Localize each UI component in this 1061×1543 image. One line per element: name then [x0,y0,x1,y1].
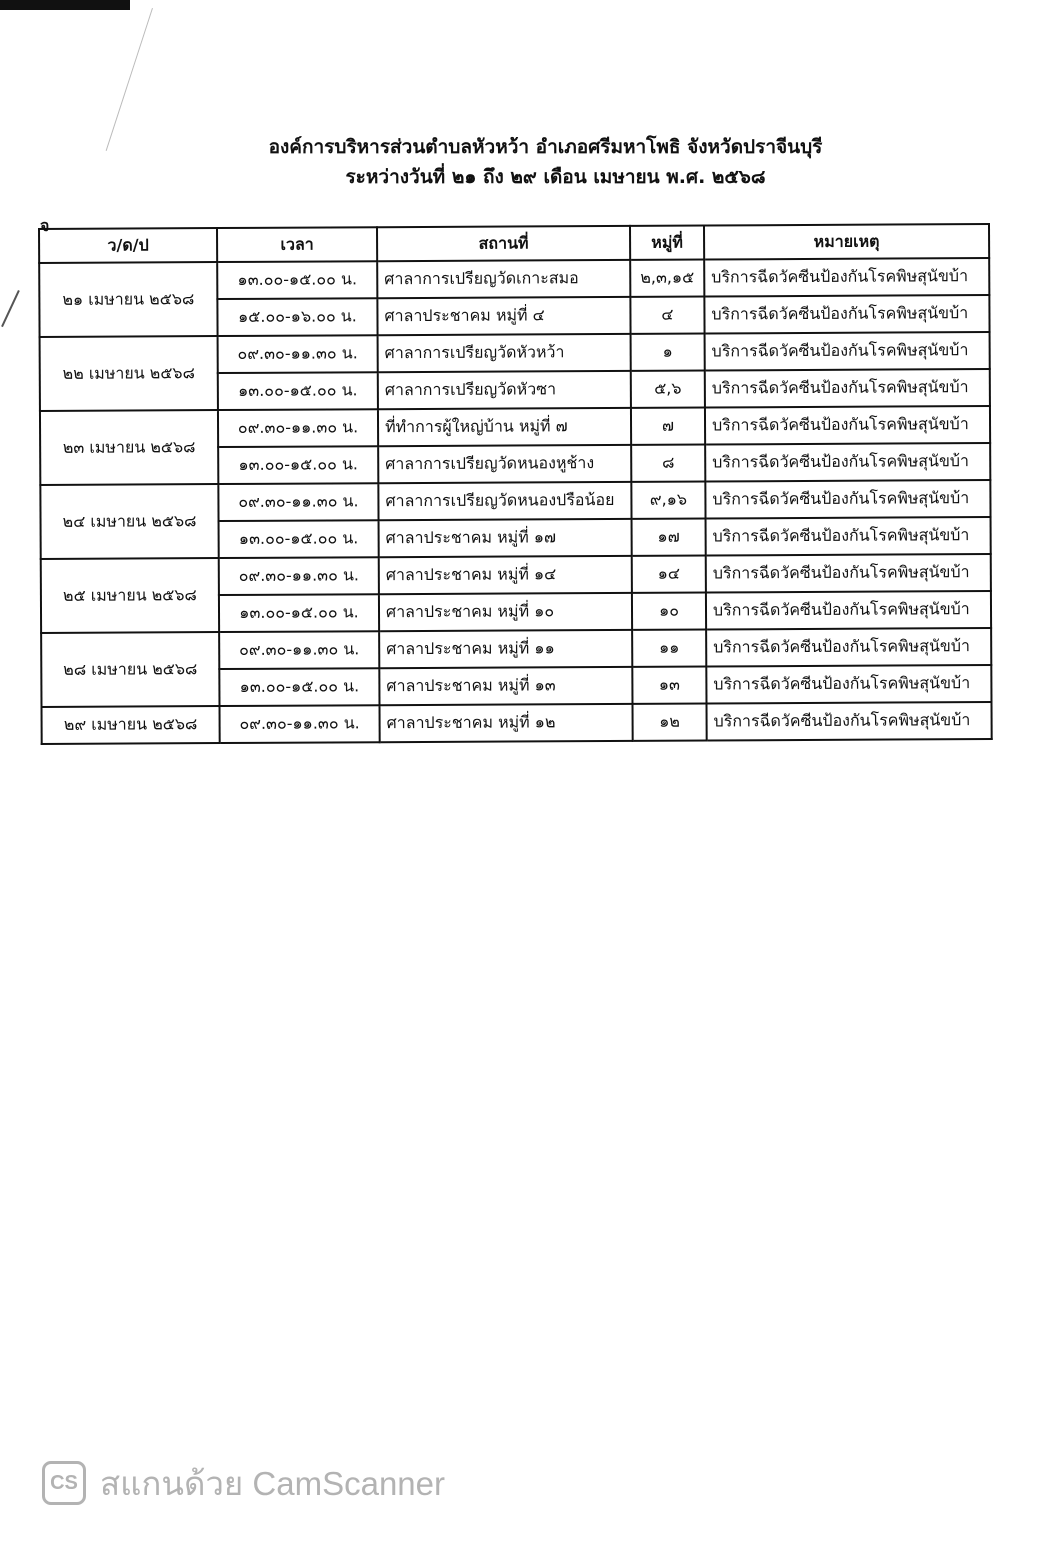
cell-time: ๑๓.๐๐-๑๕.๐๐ น. [218,446,378,484]
cell-village: ๑๒ [632,704,706,741]
cell-date: ๒๒ เมษายน ๒๕๖๘ [40,336,218,411]
cell-time: ๐๙.๓๐-๑๑.๓๐ น. [218,409,378,447]
cell-time: ๑๓.๐๐-๑๕.๐๐ น. [218,372,378,410]
cell-place: ศาลาประชาคม หมู่ที่ ๑๗ [379,519,632,557]
corner-scan-mark [0,0,130,10]
cell-village: ๑๔ [632,556,706,593]
cell-time: ๑๓.๐๐-๑๕.๐๐ น. [217,261,377,299]
cell-date: ๒๘ เมษายน ๒๕๖๘ [41,632,219,707]
cell-note: บริการฉีดวัคซีนป้องกันโรคพิษสุนัขบ้า [706,702,991,740]
cell-time: ๐๙.๓๐-๑๑.๓๐ น. [219,557,379,595]
cell-place: ศาลาประชาคม หมู่ที่ ๑๒ [380,704,633,742]
cell-time: ๐๙.๓๐-๑๑.๓๐ น. [218,483,378,521]
cell-note: บริการฉีดวัคซีนป้องกันโรคพิษสุนัขบ้า [705,443,990,481]
cell-village: ๑๗ [632,519,706,556]
camscanner-logo-icon: CS [42,1461,86,1505]
cell-village: ๑๓ [632,667,706,704]
vaccination-schedule-table [38,223,993,745]
cell-date: ๒๙ เมษายน ๒๕๖๘ [42,706,220,744]
cell-place: ศาลาการเปรียญวัดหนองปรือน้อย [378,482,631,520]
header-organization: องค์การบริหารส่วนตำบลหัวหว้า อำเภอศรีมหาโพธิ จังหวัดปราจีนบุรี [268,136,823,158]
table-body [39,258,992,744]
camscanner-watermark [42,1459,445,1507]
table-row [40,332,990,374]
cell-village: ๕,๖ [631,371,705,408]
document-header [0,132,1061,192]
cell-place: ศาลาการเปรียญวัดเกาะสมอ [377,260,630,298]
table-row [40,480,990,522]
camscanner-text: สแกนด้วย CamScanner [100,1464,446,1502]
cell-place: ศาลาการเปรียญวัดหนองหูช้าง [378,445,631,483]
cell-village: ๑๐ [632,593,706,630]
cell-place: ศาลาประชาคม หมู่ที่ ๔ [377,297,630,335]
table-row [41,554,991,596]
paper-crease [106,8,153,151]
cell-village: ๒,๓,๑๕ [630,260,704,297]
cell-note: บริการฉีดวัคซีนป้องกันโรคพิษสุนัขบ้า [706,628,991,666]
cell-date: ๒๓ เมษายน ๒๕๖๘ [40,410,218,485]
cell-note: บริการฉีดวัคซีนป้องกันโรคพิษสุนัขบ้า [705,332,990,370]
table-row [40,406,990,448]
cell-place: ศาลาประชาคม หมู่ที่ ๑๐ [379,593,632,631]
header-date-range: ระหว่างวันที่ ๒๑ ถึง ๒๙ เดือน เมษายน พ.ศ. ๒๕๖๘ [345,166,766,188]
column-header-village: หมู่ที่ [630,226,704,260]
column-header-place: สถานที่ [377,226,630,261]
cell-note: บริการฉีดวัคซีนป้องกันโรคพิษสุนัขบ้า [706,591,991,629]
cell-place: ศาลาประชาคม หมู่ที่ ๑๔ [379,556,632,594]
column-header-time: เวลา [217,227,377,262]
cell-time: ๑๕.๐๐-๑๖.๐๐ น. [217,298,377,336]
cell-note: บริการฉีดวัคซีนป้องกันโรคพิษสุนัขบ้า [705,406,990,444]
table-row [42,702,992,744]
cell-note: บริการฉีดวัคซีนป้องกันโรคพิษสุนัขบ้า [706,554,991,592]
cell-place: ศาลาการเปรียญวัดหัวซา [378,371,631,409]
paper-crease [1,290,20,327]
cell-note: บริการฉีดวัคซีนป้องกันโรคพิษสุนัขบ้า [704,295,989,333]
table-row [39,258,989,300]
cell-village: ๔ [630,297,704,334]
column-header-note: หมายเหตุ [704,224,989,259]
cell-date: ๒๔ เมษายน ๒๕๖๘ [40,484,218,559]
cell-place: ศาลาประชาคม หมู่ที่ ๑๑ [379,630,632,668]
cell-time: ๑๓.๐๐-๑๕.๐๐ น. [219,668,379,706]
table-header-row [39,224,989,263]
cell-note: บริการฉีดวัคซีนป้องกันโรคพิษสุนัขบ้า [705,369,990,407]
cell-note: บริการฉีดวัคซีนป้องกันโรคพิษสุนัขบ้า [706,517,991,555]
cell-time: ๐๙.๓๐-๑๑.๓๐ น. [218,335,378,373]
cell-date: ๒๕ เมษายน ๒๕๖๘ [41,558,219,633]
cell-time: ๑๓.๐๐-๑๕.๐๐ น. [219,594,379,632]
side-mark: จ [40,216,50,235]
cell-place: ศาลาประชาคม หมู่ที่ ๑๓ [379,667,632,705]
cell-date: ๒๑ เมษายน ๒๕๖๘ [39,262,217,337]
table-row [41,628,991,670]
cell-time: ๐๙.๓๐-๑๑.๓๐ น. [219,631,379,669]
cell-village: ๑๑ [632,630,706,667]
column-header-date: ว/ด/ป [39,228,217,263]
cell-note: บริการฉีดวัคซีนป้องกันโรคพิษสุนัขบ้า [704,258,989,296]
cell-note: บริการฉีดวัคซีนป้องกันโรคพิษสุนัขบ้า [705,480,990,518]
cell-place: ที่ทำการผู้ใหญ่บ้าน หมู่ที่ ๗ [378,408,631,446]
cell-village: ๗ [631,408,705,445]
cell-time: ๐๙.๓๐-๑๑.๓๐ น. [220,705,380,743]
cell-place: ศาลาการเปรียญวัดหัวหว้า [378,334,631,372]
cell-time: ๑๓.๐๐-๑๕.๐๐ น. [219,520,379,558]
cell-note: บริการฉีดวัคซีนป้องกันโรคพิษสุนัขบ้า [706,665,991,703]
cell-village: ๘ [631,445,705,482]
cell-village: ๑ [631,334,705,371]
cell-village: ๙,๑๖ [631,482,705,519]
